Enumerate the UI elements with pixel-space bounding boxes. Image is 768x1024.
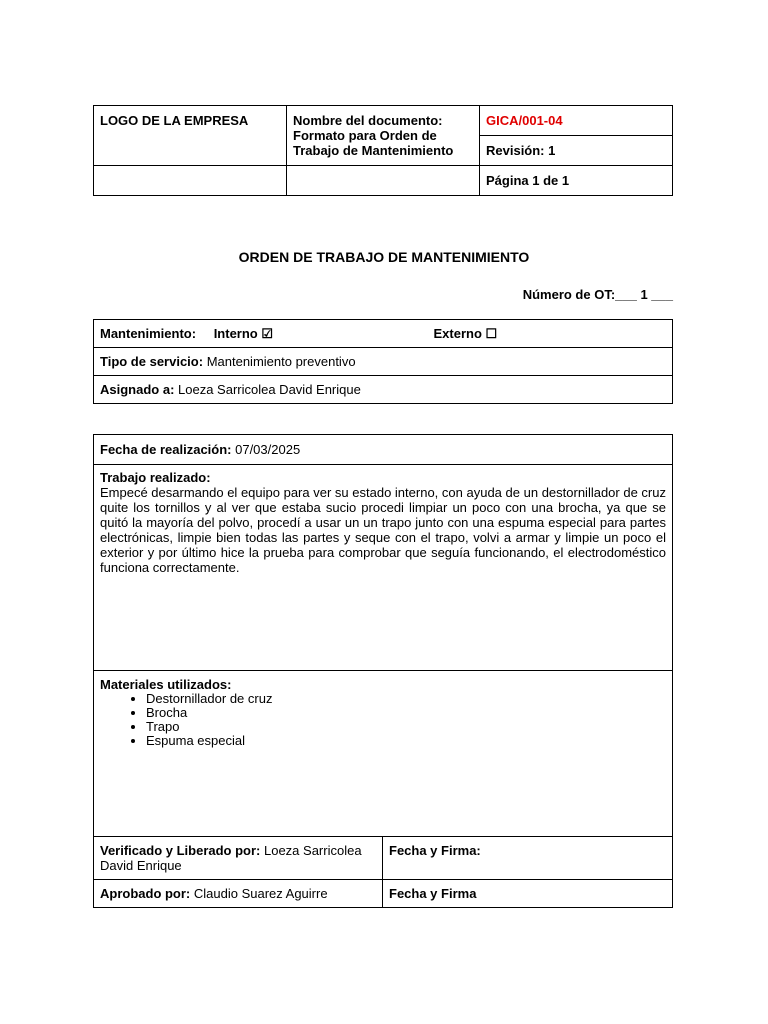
work-done-label: Trabajo realizado: xyxy=(100,470,211,485)
work-table xyxy=(93,434,673,908)
verified-value: Loeza Sarricolea David Enrique xyxy=(100,843,362,873)
assigned-row xyxy=(94,376,673,404)
document-name-label: Nombre del documento: xyxy=(293,113,443,128)
list-item: • Trapo xyxy=(146,720,666,734)
work-done-cell xyxy=(94,465,673,671)
maintenance-external: Externo ☐ xyxy=(433,326,498,341)
materials-label: Materiales utilizados: xyxy=(100,677,232,692)
verified-label: Verificado y Liberado por: xyxy=(100,843,261,858)
document-page: Página 1 de 1 xyxy=(480,166,673,196)
approved-label: Aprobado por: xyxy=(100,886,191,901)
company-logo-placeholder: LOGO DE LA EMPRESA xyxy=(94,106,287,166)
approved-value: Claudio Suarez Aguirre xyxy=(190,886,328,901)
date-row xyxy=(94,435,673,465)
list-item: • Espuma especial xyxy=(146,734,666,748)
empty-cell xyxy=(94,166,287,196)
list-item: • Brocha xyxy=(146,706,666,720)
date-label: Fecha de realización: xyxy=(100,442,232,457)
service-row xyxy=(94,348,673,376)
approved-cell xyxy=(94,880,383,908)
empty-cell xyxy=(287,166,480,196)
header-table xyxy=(93,105,673,196)
document-code: GICA/001-04 xyxy=(480,106,673,136)
materials-cell xyxy=(94,671,673,837)
document-name-value: Formato para Orden de Trabajo de Mantenimiento xyxy=(293,128,454,158)
verified-cell xyxy=(94,837,383,880)
assigned-label: Asignado a: xyxy=(100,382,175,397)
work-done-text: Empecé desarmando el equipo para ver su estado interno, con ayuda de un destornillador de cruz quite los tornillos y al ver que estaba sucio procedi limpiar un poco con una brocha, ya que se quitó la mayoría del polvo, procedí a usar un un trapo junto con una espuma especial para partes electrónicas, limpie bien todas las partes y seque con el trapo, volvi a armar y limpie un poco el exterior y por último hice la prueba para comprobar que seguía funcionando, el electrodoméstico funciona correctamente. xyxy=(100,485,666,575)
maintenance-internal: Interno ☑ xyxy=(213,326,274,341)
service-value: Mantenimiento preventivo xyxy=(203,354,356,369)
document-revision: Revisión: 1 xyxy=(480,136,673,166)
maintenance-label: Mantenimiento: xyxy=(100,326,197,341)
maintenance-row xyxy=(94,320,673,348)
document-name xyxy=(287,106,480,166)
info-table xyxy=(93,319,673,404)
date-signature-1: Fecha y Firma: xyxy=(383,837,673,880)
service-label: Tipo de servicio: xyxy=(100,354,204,369)
page-title: ORDEN DE TRABAJO DE MANTENIMIENTO xyxy=(238,249,530,265)
assigned-value: Loeza Sarricolea David Enrique xyxy=(174,382,361,397)
list-item: • Destornillador de cruz xyxy=(146,692,666,706)
ot-number: Número de OT:___ 1 ___ xyxy=(522,287,673,302)
date-signature-2: Fecha y Firma xyxy=(383,880,673,908)
date-value: 07/03/2025 xyxy=(231,442,301,457)
materials-list xyxy=(100,692,666,748)
